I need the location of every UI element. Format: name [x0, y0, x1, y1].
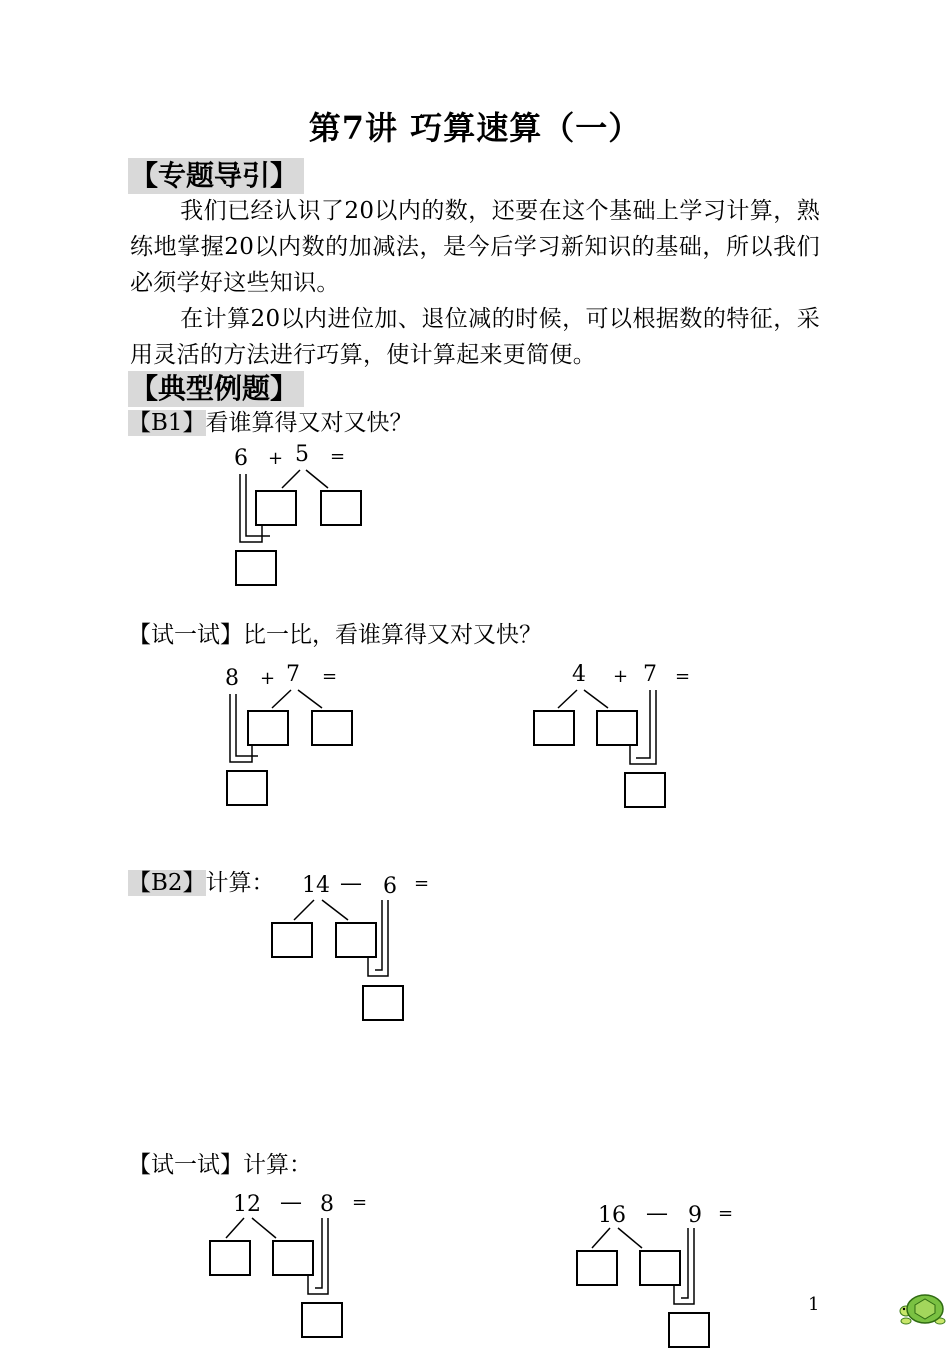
- b2-operand-a: 14: [302, 873, 330, 898]
- b2-operand-b: 6: [383, 874, 397, 899]
- section-heading-examples: 【典型例题】: [128, 371, 304, 407]
- page-number: 1: [808, 1294, 820, 1315]
- try2-right-operand-b: 9: [688, 1203, 702, 1228]
- try1-label: 【试一试】比一比，看谁算得又对又快？: [128, 622, 542, 648]
- example-b1-text: 看谁算得又对又快？: [205, 410, 413, 436]
- page-title: 第7讲 巧算速算（一）: [308, 109, 642, 147]
- try1-left-operand-a: 8: [225, 666, 239, 691]
- try1-left-equals: =: [322, 666, 338, 687]
- try2-right-operator: —: [646, 1201, 668, 1226]
- intro-paragraph-1-text: 我们已经认识了20以内的数，还要在这个基础上学习计算，熟练地掌握20以内数的加减法，是今后学习新知识的基础，所以我们必须学好这些知识。: [130, 198, 820, 296]
- try1-right-operator: +: [613, 666, 629, 687]
- try2-label: 【试一试】计算：: [128, 1152, 312, 1178]
- b1-operand-a: 6: [234, 446, 248, 471]
- try1-left-operator: +: [260, 668, 276, 689]
- try2-right-equals: =: [718, 1203, 734, 1224]
- example-b1-tag: 【B1】: [128, 410, 206, 436]
- b1-operand-b: 5: [295, 442, 309, 467]
- try1-right-operand-b: 7: [643, 662, 657, 687]
- example-b2-tag: 【B2】: [128, 870, 206, 896]
- try1-left-operand-b: 7: [286, 662, 300, 687]
- turtle-logo-icon: [898, 1287, 948, 1327]
- b2-equals: =: [414, 873, 430, 894]
- try2-left-operator: —: [280, 1190, 302, 1215]
- try2-left-equals: =: [352, 1192, 368, 1213]
- intro-paragraph-2-text: 在计算20以内进位加、退位减的时候，可以根据数的特征，采用灵活的方法进行巧算，使计算起来更简便。: [130, 306, 820, 368]
- example-b2-text: 计算：: [205, 870, 275, 896]
- try1-right-equals: =: [675, 666, 691, 687]
- try2-left-operand-b: 8: [320, 1192, 334, 1217]
- b1-operator: +: [268, 448, 284, 469]
- section-heading-intro: 【专题导引】: [128, 158, 304, 194]
- b2-operator: —: [340, 871, 362, 896]
- try2-left-operand-a: 12: [233, 1192, 261, 1217]
- try1-right-operand-a: 4: [572, 662, 586, 687]
- b1-equals: =: [330, 446, 346, 467]
- try2-right-operand-a: 16: [598, 1203, 626, 1228]
